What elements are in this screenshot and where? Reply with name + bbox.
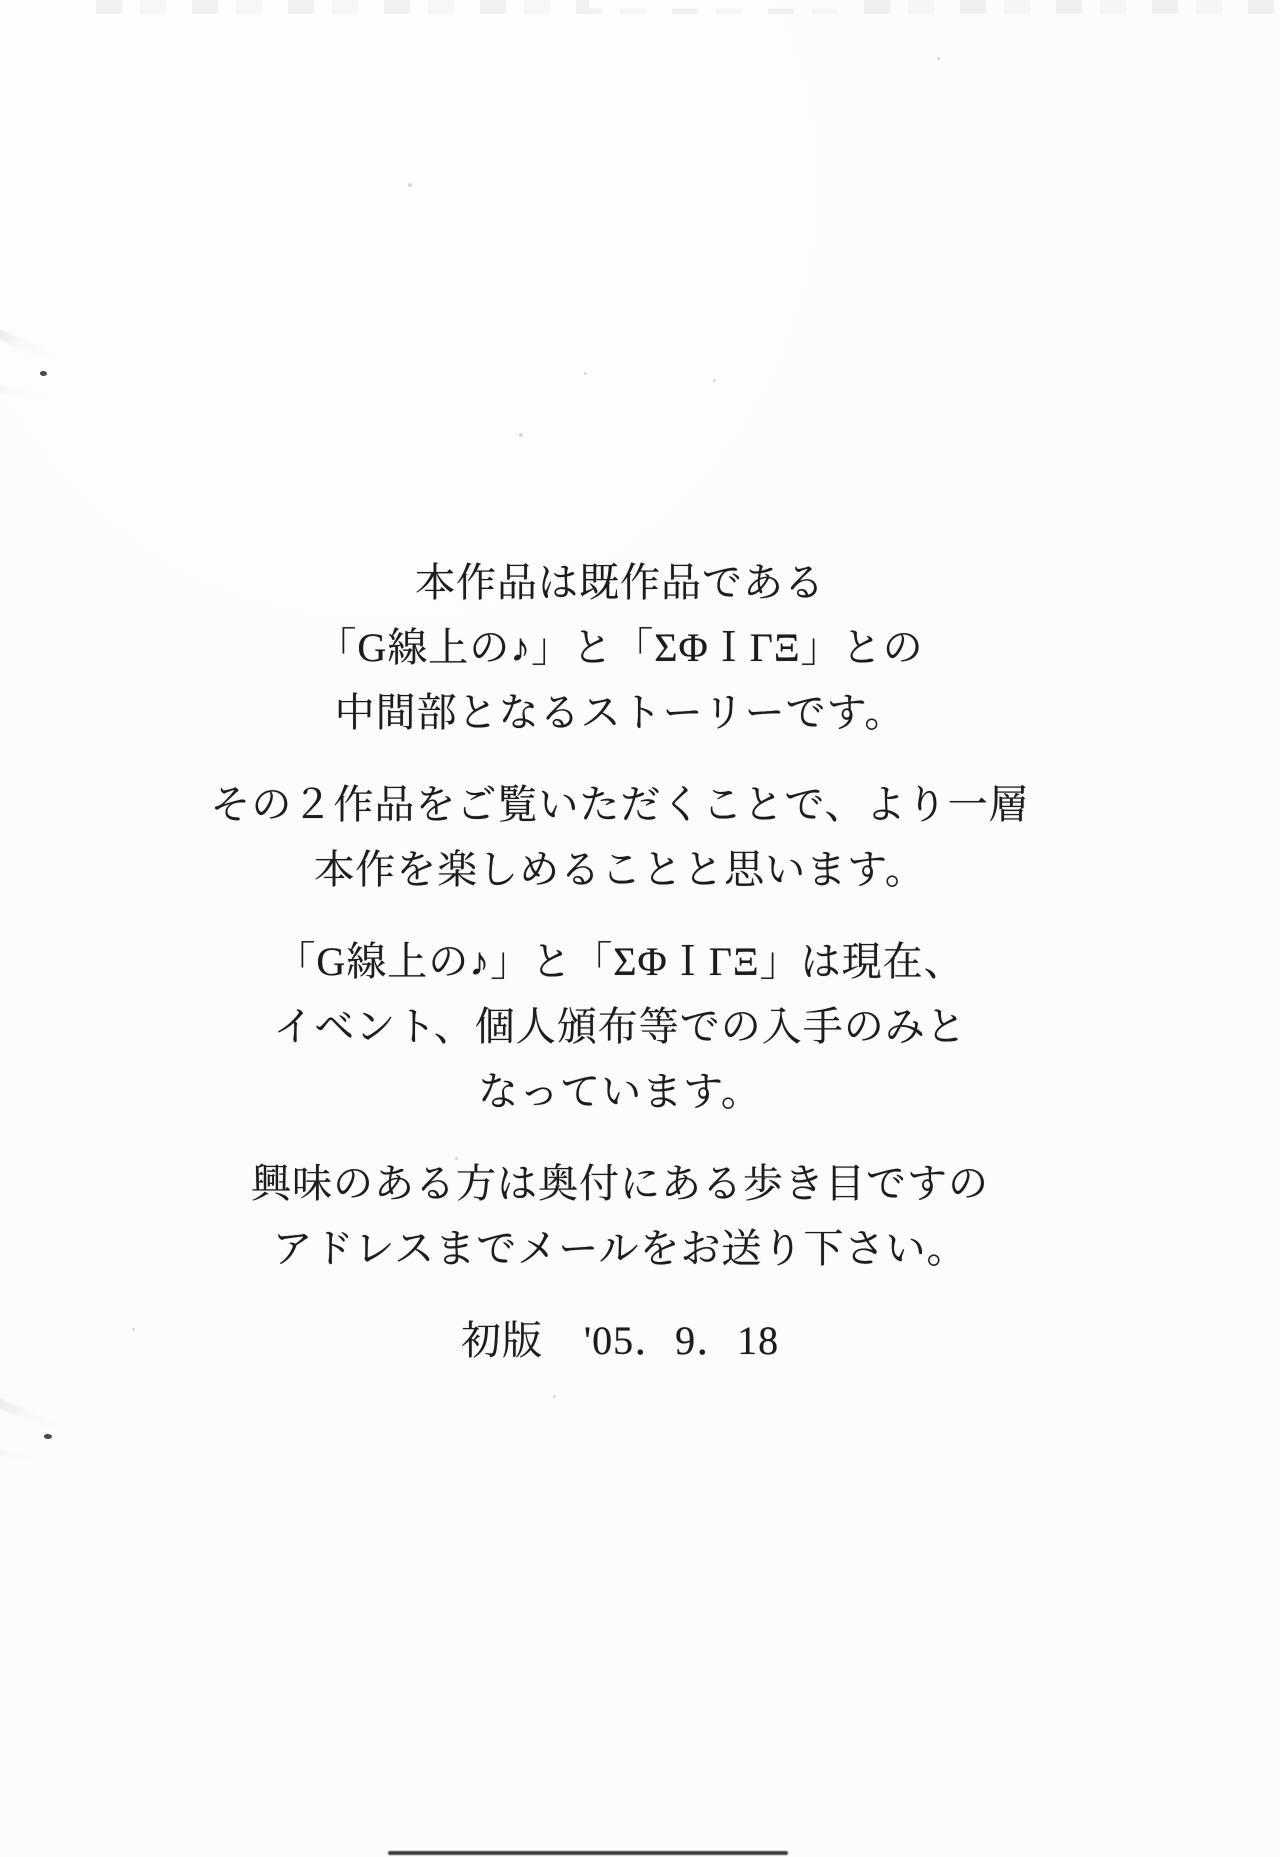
text-line: 初版 '05．9．18 — [460, 1318, 780, 1363]
text-line: イベント、個人頒布等での入手のみと — [273, 1004, 967, 1049]
scan-dot — [937, 57, 940, 60]
scan-crease-upper-left-2 — [0, 380, 50, 403]
text-line: 「G線上の♪」と「ΣΦＩΓΞ」との — [316, 625, 924, 670]
text-line: アドレスまでメールをお送り下さい。 — [272, 1226, 968, 1271]
text-line: 興味のある方は奥付にある歩き目ですの — [251, 1161, 989, 1206]
text-line: なっています。 — [478, 1069, 762, 1114]
scan-speck-upper — [40, 371, 47, 376]
text-line: 「G線上の♪」と「ΣΦＩΓΞ」は現在、 — [275, 939, 965, 984]
scan-dot — [584, 372, 587, 375]
paragraph-recommendation — [0, 772, 1240, 902]
scan-crease-lower-left-2 — [0, 1447, 49, 1463]
scan-dot — [408, 183, 412, 187]
paragraph-intro — [0, 550, 1240, 745]
scan-dot — [519, 433, 523, 437]
scan-dot — [713, 379, 716, 382]
scan-crease-upper-left — [0, 319, 65, 367]
scan-artifact-top-edge — [0, 0, 1280, 14]
afterword-text-block — [0, 550, 1240, 1400]
text-line: 本作を楽しめることと思います。 — [314, 847, 926, 892]
scan-artifact-bottom-edge — [388, 1851, 788, 1855]
colophon-edition-date — [0, 1308, 1240, 1373]
scan-speck-lower — [44, 1434, 52, 1439]
paragraph-availability — [0, 929, 1240, 1124]
text-line: 中間部となるストーリーです。 — [334, 690, 906, 735]
paragraph-contact — [0, 1151, 1240, 1281]
text-line: 本作品は既作品である — [415, 560, 825, 605]
text-line: その２作品をご覧いただくことで、より一層 — [210, 782, 1030, 827]
